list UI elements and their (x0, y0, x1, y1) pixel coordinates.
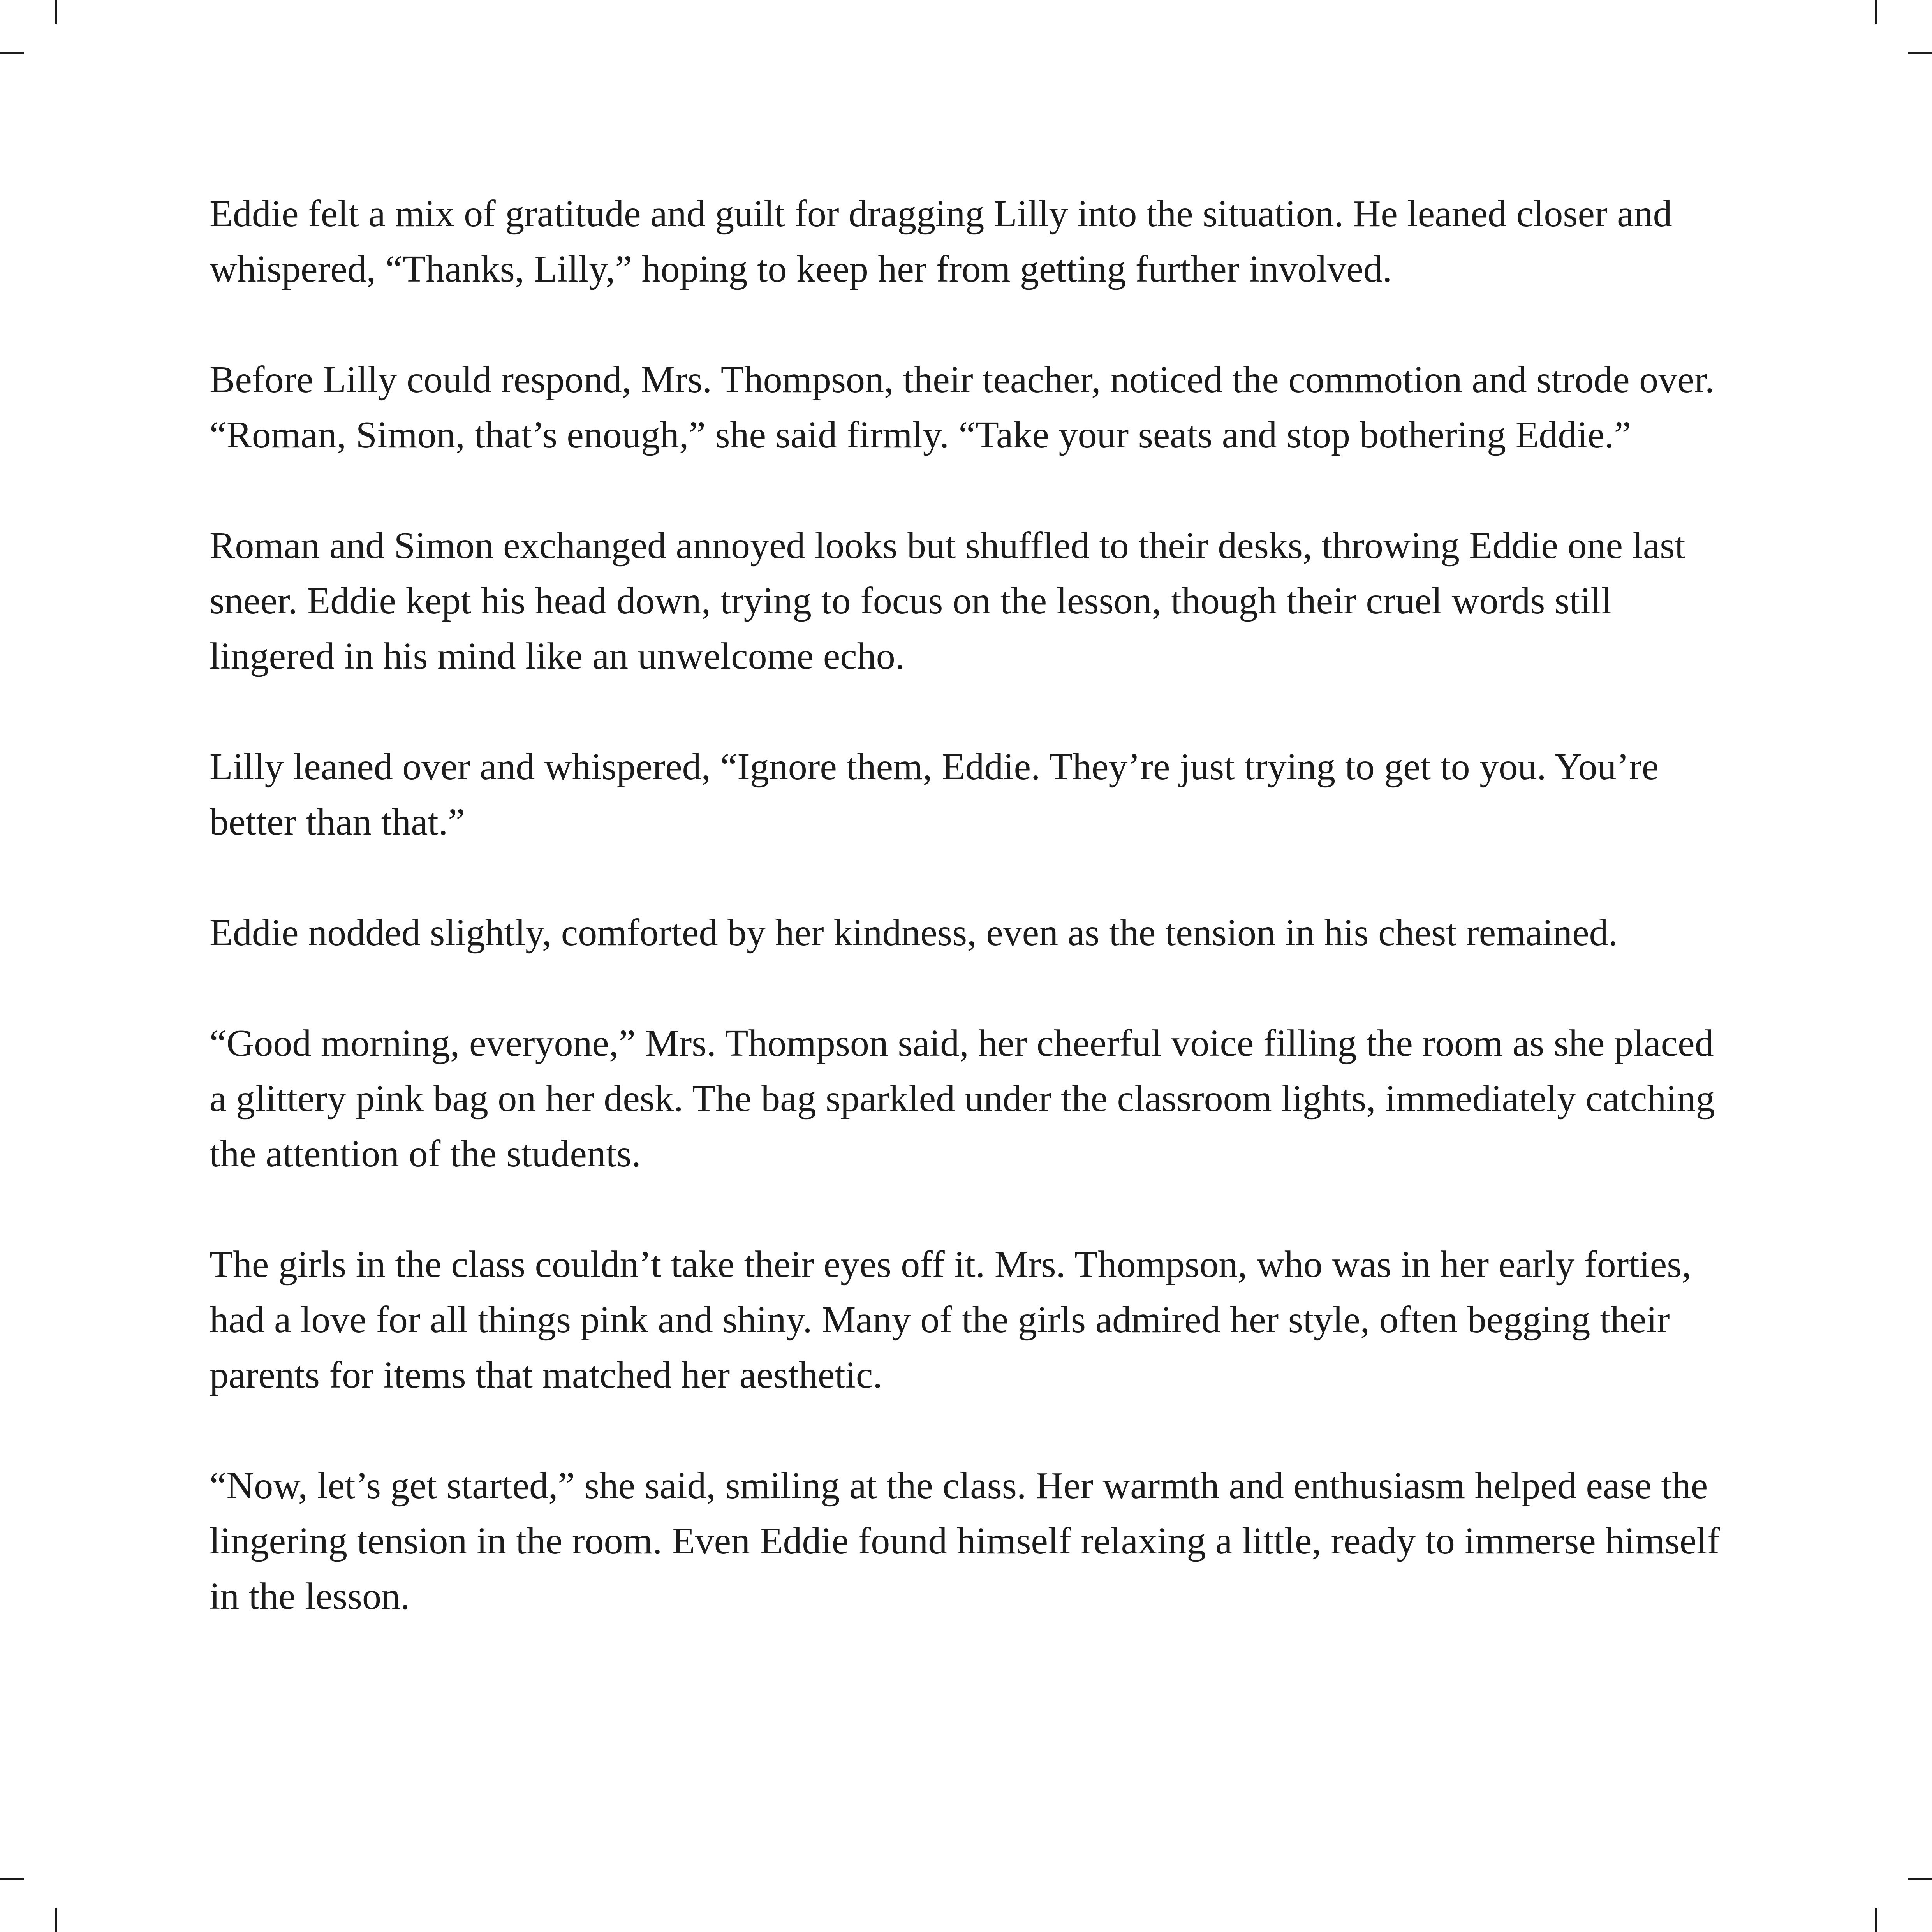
paragraph-2: Before Lilly could respond, Mrs. Thompson, their teacher, noticed the commotion and strode over. “Roman, Simon, that’s enough,” she said firmly. “Take your seats and stop bothering Eddie.” (210, 359, 1715, 456)
crop-mark-top-left-horizontal (0, 52, 24, 54)
paragraph-1: Eddie felt a mix of gratitude and guilt for dragging Lilly into the situation. He leaned closer and whispered, “Thanks, Lilly,” hoping to keep her from getting further involved. (210, 193, 1672, 290)
crop-mark-bottom-right-vertical (1875, 1908, 1877, 1932)
paragraph-8: “Now, let’s get started,” she said, smiling at the class. Her warmth and enthusiasm helped ease the lingering tension in the room. Even Eddie found himself relaxing a little, ready to immerse himself in the lesson. (210, 1465, 1720, 1617)
crop-mark-top-right-horizontal (1908, 52, 1932, 54)
paragraph-7: The girls in the class couldn’t take their eyes off it. Mrs. Thompson, who was in her early forties, had a love for all things pink and shiny. Many of the girls admired her style, often begging their parents for items that matched her aesthetic. (210, 1243, 1691, 1396)
paragraph-5: Eddie nodded slightly, comforted by her kindness, even as the tension in his chest remained. (210, 912, 1618, 954)
crop-mark-bottom-right-horizontal (1908, 1878, 1932, 1880)
paragraph-4: Lilly leaned over and whispered, “Ignore them, Eddie. They’re just trying to get to you. You’re better than that.” (210, 746, 1659, 843)
paragraph-6: “Good morning, everyone,” Mrs. Thompson said, her cheerful voice filling the room as she placed a glittery pink bag on her desk. The bag sparkled under the classroom lights, immediately catching the attention of the students. (210, 1022, 1715, 1175)
paragraph-3: Roman and Simon exchanged annoyed looks but shuffled to their desks, throwing Eddie one last sneer. Eddie kept his head down, trying to focus on the lesson, though their cruel words still lingered in his mind like an unwelcome echo. (210, 525, 1685, 677)
crop-mark-top-right-vertical (1875, 0, 1877, 24)
crop-mark-bottom-left-horizontal (0, 1878, 24, 1880)
crop-mark-bottom-left-vertical (55, 1908, 57, 1932)
crop-mark-top-left-vertical (55, 0, 57, 24)
body-text (210, 186, 1728, 1679)
